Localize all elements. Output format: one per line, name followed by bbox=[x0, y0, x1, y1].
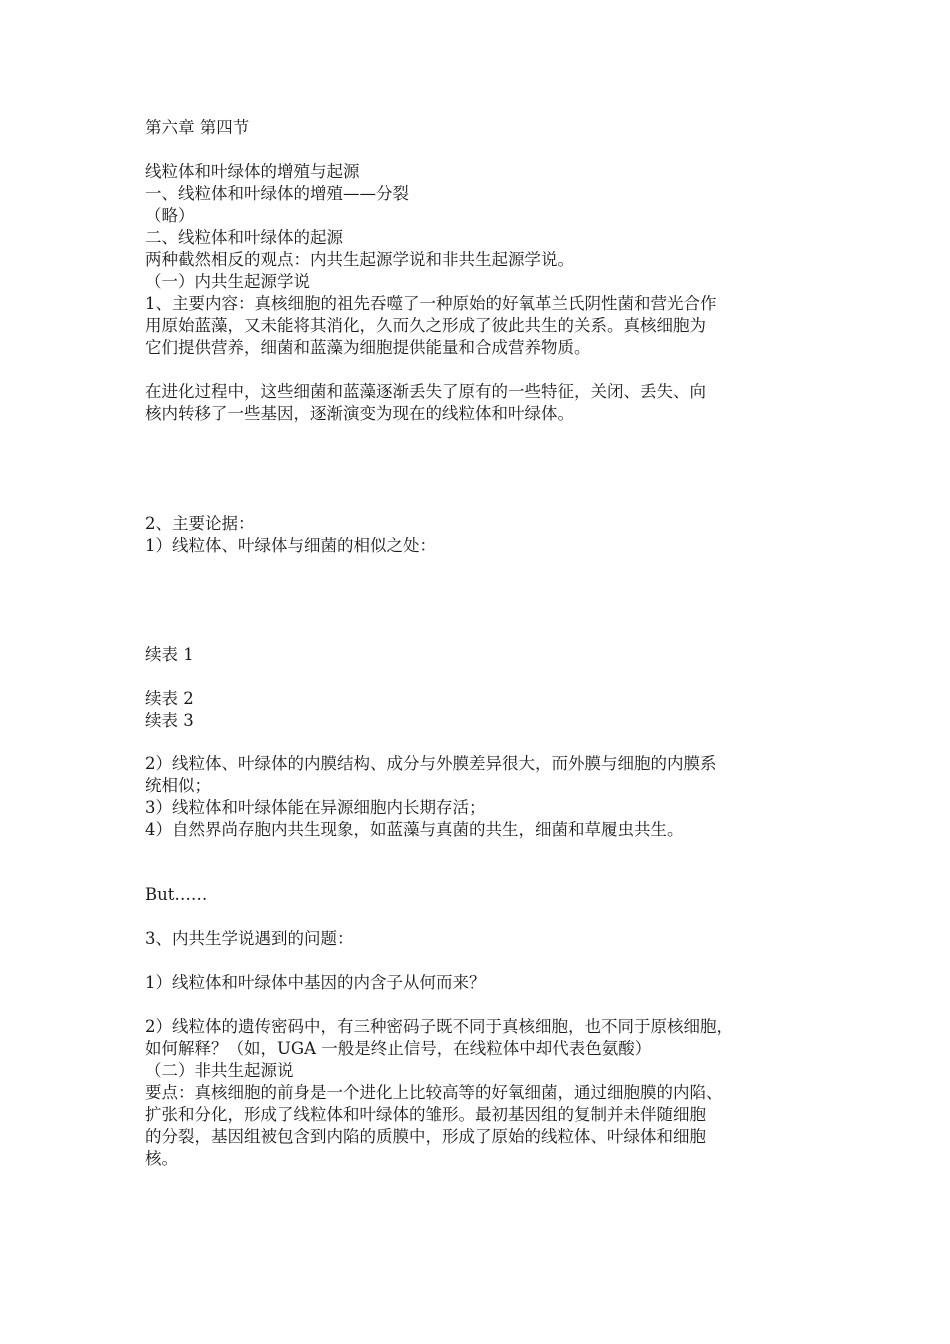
text-line: 1）线粒体、叶绿体与细菌的相似之处： bbox=[145, 536, 436, 555]
text-line: 核。 bbox=[145, 1149, 178, 1168]
chapter-heading: 第六章 第四节 bbox=[145, 118, 250, 137]
subsection-heading: 一、线粒体和叶绿体的增殖——分裂 bbox=[145, 184, 409, 203]
subsection-heading: （二）非共生起源说 bbox=[145, 1061, 294, 1080]
text-line: 要点：真核细胞的前身是一个进化上比较高等的好氧细菌，通过细胞膜的内陷、 bbox=[145, 1083, 723, 1102]
text-line: 4）自然界尚存胞内共生现象，如蓝藻与真菌的共生，细菌和草履虫共生。 bbox=[145, 820, 684, 839]
text-line: 如何解释？（如，UGA 一般是终止信号，在线粒体中却代表色氨酸） bbox=[145, 1039, 652, 1058]
text-line: 1）线粒体和叶绿体中基因的内含子从何而来？ bbox=[145, 973, 486, 992]
table-caption: 续表 1 bbox=[145, 645, 194, 664]
text-line: 2）线粒体、叶绿体的内膜结构、成分与外膜差异很大，而外膜与细胞的内膜系 bbox=[145, 754, 717, 773]
text-line: 1、主要内容：真核细胞的祖先吞噬了一种原始的好氧革兰氏阴性菌和营光合作 bbox=[145, 294, 717, 313]
text-line: 在进化过程中，这些细菌和蓝藻逐渐丢失了原有的一些特征，关闭、丢失、向 bbox=[145, 382, 706, 401]
subsection-heading: 二、线粒体和叶绿体的起源 bbox=[145, 228, 343, 247]
text-line: 3）线粒体和叶绿体能在异源细胞内长期存活； bbox=[145, 798, 486, 817]
text-line: 它们提供营养，细菌和蓝藻为细胞提供能量和合成营养物质。 bbox=[145, 338, 591, 357]
text-line: 的分裂，基因组被包含到内陷的质膜中，形成了原始的线粒体、叶绿体和细胞 bbox=[145, 1127, 706, 1146]
text-line: （略） bbox=[145, 206, 195, 225]
text-line: 扩张和分化，形成了线粒体和叶绿体的雏形。最初基因组的复制并未伴随细胞 bbox=[145, 1105, 706, 1124]
text-line: 2）线粒体的遗传密码中，有三种密码子既不同于真核细胞，也不同于原核细胞， bbox=[145, 1017, 733, 1036]
section-title: 线粒体和叶绿体的增殖与起源 bbox=[145, 162, 360, 181]
subsection-heading: 3、内共生学说遇到的问题： bbox=[145, 929, 354, 948]
text-line: 用原始蓝藻，又未能将其消化，久而久之形成了彼此共生的关系。真核细胞为 bbox=[145, 316, 706, 335]
text-line: 2、主要论据： bbox=[145, 514, 255, 533]
table-caption: 续表 2 bbox=[145, 689, 194, 708]
table-caption: 续表 3 bbox=[145, 711, 194, 730]
text-line: 两种截然相反的观点：内共生起源学说和非共生起源学说。 bbox=[145, 250, 574, 269]
subsection-heading: （一）内共生起源学说 bbox=[145, 272, 310, 291]
text-line: 统相似； bbox=[145, 776, 211, 795]
text-line: But…… bbox=[145, 885, 208, 904]
text-line: 核内转移了一些基因，逐渐演变为现在的线粒体和叶绿体。 bbox=[145, 404, 574, 423]
